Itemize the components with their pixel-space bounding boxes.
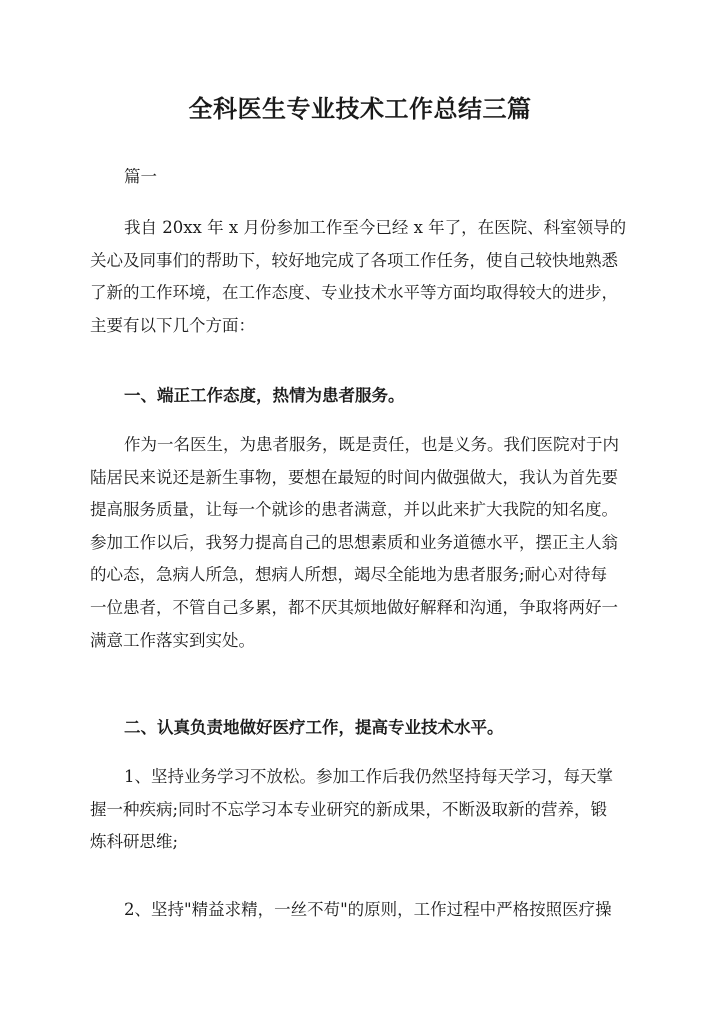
section-1-line: 参加工作以后，我努力提高自己的思想素质和业务道德水平，摆正主人翁	[90, 532, 618, 552]
section-1-line: 提高服务质量，让每一个就诊的患者满意，并以此来扩大我院的知名度。	[90, 500, 618, 520]
document-title: 全科医生专业技术工作总结三篇	[188, 95, 532, 123]
section-1-line: 作为一名医生，为患者服务，既是责任，也是义务。我们医院对于内	[124, 435, 619, 454]
item-2-line: 2、坚持"精益求精，一丝不苟"的原则，工作过程中严格按照医疗操	[124, 900, 612, 919]
section-2-heading: 二、认真负责地做好医疗工作，提高专业技术水平。	[124, 718, 504, 737]
section-1-line: 满意工作落实到实处。	[90, 630, 255, 650]
intro-line: 关心及同事们的帮助下，较好地完成了各项工作任务，使自己较快地熟悉	[90, 250, 618, 270]
part-label: 篇一	[124, 167, 157, 186]
item-1-paragraph	[90, 761, 632, 859]
section-1-heading: 一、端正工作态度，热情为患者服务。	[124, 386, 405, 405]
section-1-line: 陆居民来说还是新生事物，要想在最短的时间内做强做大，我认为首先要	[90, 467, 618, 487]
intro-line: 主要有以下几个方面：	[90, 315, 255, 335]
item-1-line: 握一种疾病;同时不忘学习本专业研究的新成果，不断汲取新的营养，锻	[90, 799, 608, 819]
section-1-line: 的心态，急病人所急，想病人所想，竭尽全能地为患者服务;耐心对待每	[90, 565, 608, 585]
section-1-line: 一位患者，不管自己多累，都不厌其烦地做好解释和沟通，争取将两好一	[90, 597, 618, 617]
intro-line: 我自 20xx 年 x 月份参加工作至今已经 x 年了，在医院、科室领导的	[124, 218, 627, 237]
item-2-paragraph	[90, 894, 632, 927]
intro-paragraph	[90, 212, 632, 342]
section-1-paragraph	[90, 429, 632, 657]
item-1-line: 炼科研思维;	[90, 832, 179, 852]
intro-line: 了新的工作环境，在工作态度、专业技术水平等方面均取得较大的进步，	[90, 283, 618, 303]
item-1-line: 1、坚持业务学习不放松。参加工作后我仍然坚持每天学习，每天掌	[124, 767, 613, 786]
